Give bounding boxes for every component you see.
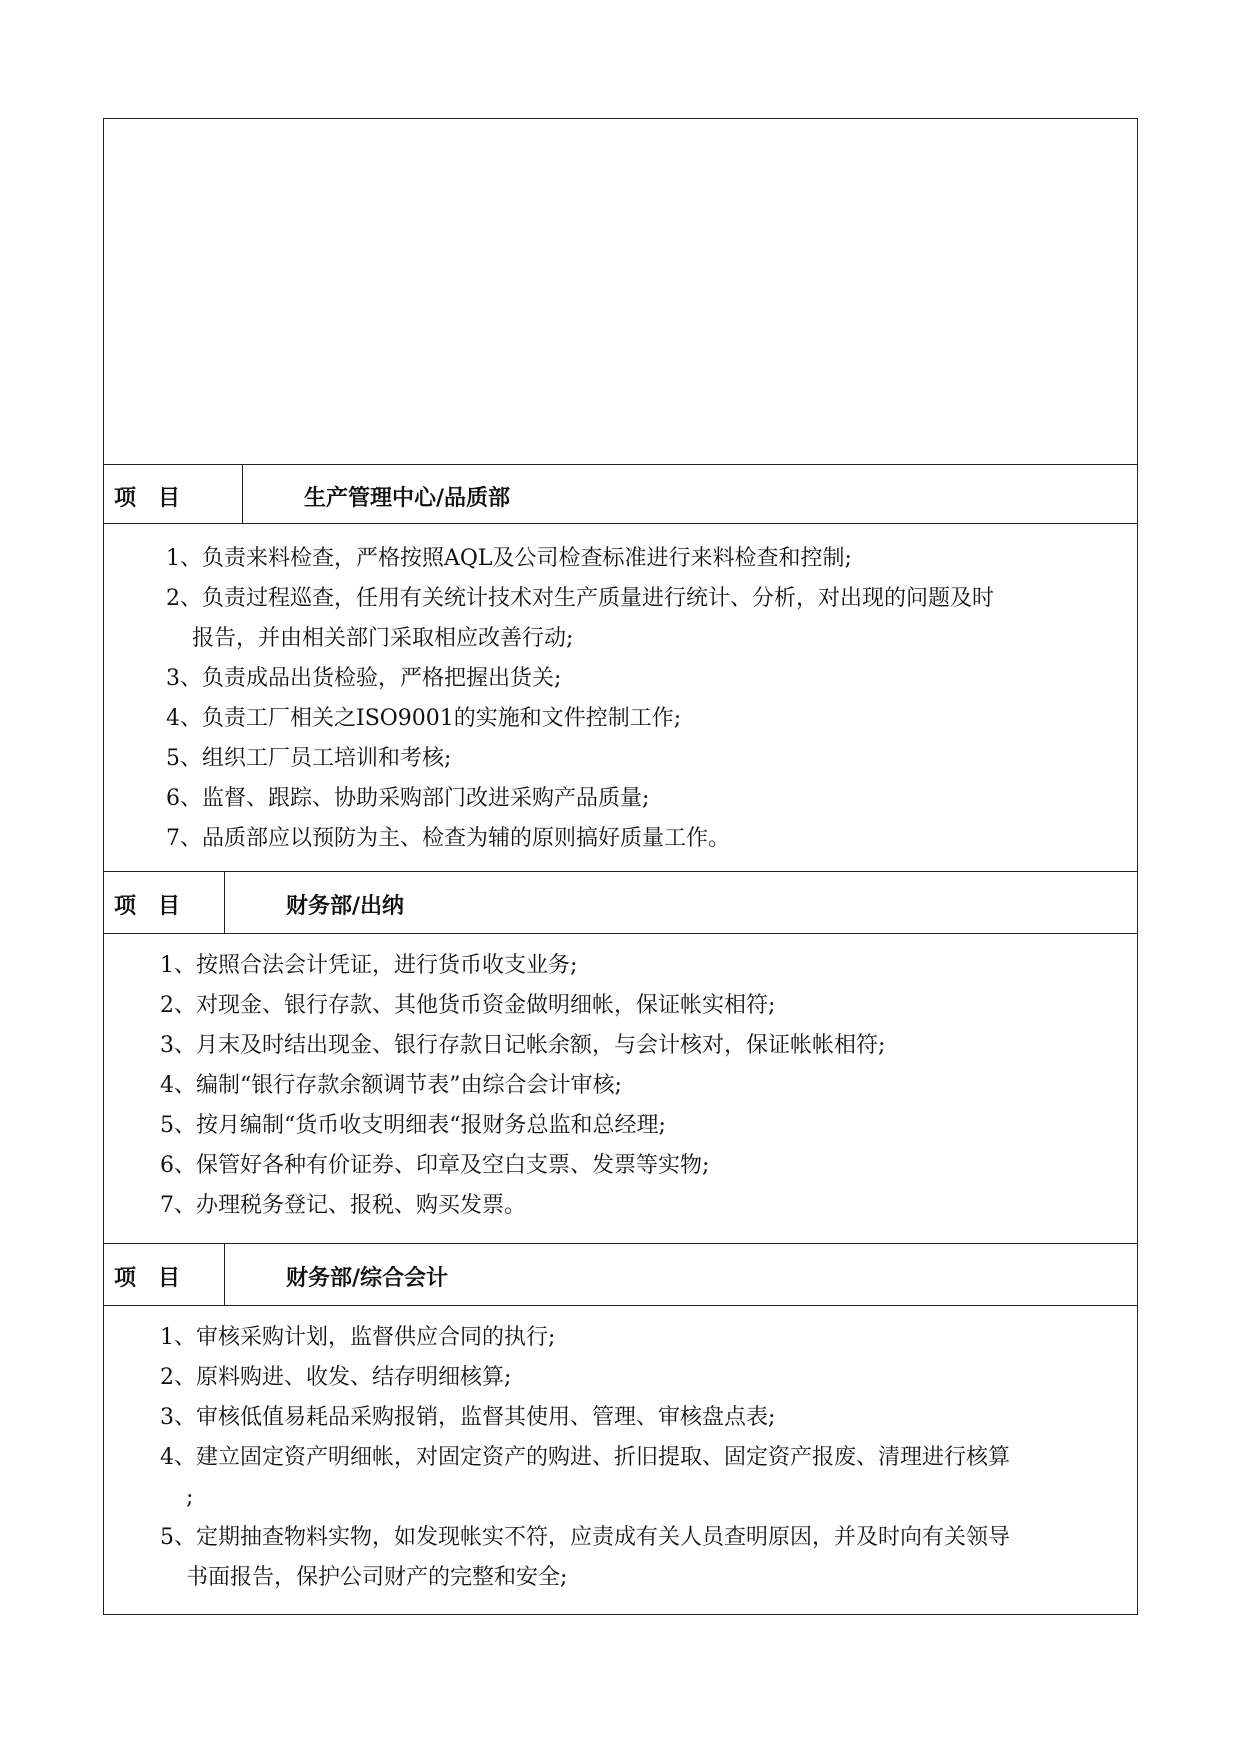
list-item: 5、组织工厂员工培训和考核; [166, 746, 452, 771]
header-divider [224, 1244, 225, 1305]
list-item: 6、保管好各种有价证券、印章及空白支票、发票等实物; [160, 1153, 710, 1178]
section-title: 财务部/综合会计 [286, 1266, 449, 1291]
header-divider [242, 465, 243, 523]
list-item: 4、负责工厂相关之ISO9001的实施和文件控制工作; [166, 706, 682, 731]
list-item: 7、办理税务登记、报税、购买发票。 [160, 1193, 526, 1218]
header-divider [224, 872, 225, 933]
list-item: 2、原料购进、收发、结存明细核算; [160, 1365, 512, 1390]
list-item: 3、月末及时结出现金、银行存款日记帐余额，与会计核对，保证帐帐相符; [160, 1033, 886, 1058]
list-item: 2、负责过程巡查，任用有关统计技术对生产质量进行统计、分析，对出现的问题及时 报告，并由相关部门采取相应改善行动; [166, 586, 994, 651]
section-label: 项目 [114, 486, 203, 511]
section-header-quality [104, 464, 1137, 524]
list-item: 7、品质部应以预防为主、检查为辅的原则搞好质量工作。 [166, 826, 730, 851]
list-item: 1、按照合法会计凭证，进行货币收支业务; [160, 953, 578, 978]
list-item: 2、对现金、银行存款、其他货币资金做明细帐，保证帐实相符; [160, 993, 776, 1018]
list-item: 3、审核低值易耗品采购报销，监督其使用、管理、审核盘点表; [160, 1405, 776, 1430]
section-label: 项目 [114, 894, 203, 919]
document-table [103, 118, 1138, 1615]
section-title: 生产管理中心/品质部 [304, 486, 511, 511]
list-item: 5、定期抽查物料实物，如发现帐实不符，应责成有关人员查明原因，并及时向有关领导 书面报告，保护公司财产的完整和安全; [160, 1525, 1010, 1590]
section-header-cashier [104, 871, 1137, 934]
list-item: 1、负责来料检查，严格按照AQL及公司检查标准进行来料检查和控制; [166, 546, 852, 571]
section-header-accounting [104, 1243, 1137, 1306]
list-item: 4、编制“银行存款余额调节表”由综合会计审核; [160, 1073, 622, 1098]
list-item: 6、监督、跟踪、协助采购部门改进采购产品质量; [166, 786, 650, 811]
list-item: 1、审核采购计划，监督供应合同的执行; [160, 1325, 556, 1350]
list-item: 5、按月编制“货币收支明细表“报财务总监和总经理; [160, 1113, 666, 1138]
section-label: 项目 [114, 1266, 203, 1291]
section-title: 财务部/出纳 [286, 894, 405, 919]
list-item: 3、负责成品出货检验，严格把握出货关; [166, 666, 562, 691]
list-item: 4、建立固定资产明细帐，对固定资产的购进、折旧提取、固定资产报废、清理进行核算 ; [160, 1445, 1010, 1510]
